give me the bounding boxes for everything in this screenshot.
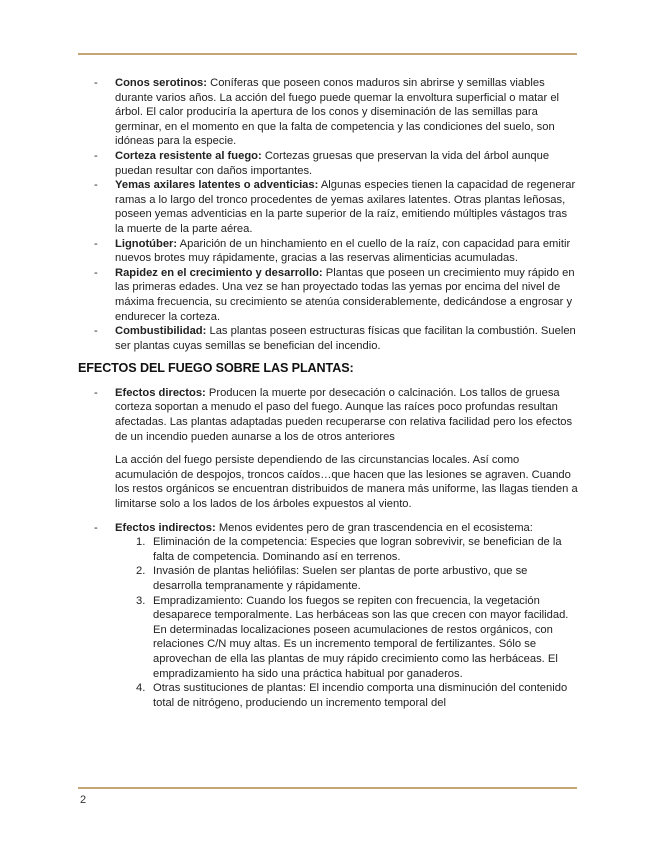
indirect-effects-sublist xyxy=(115,535,578,710)
item-text: Algunas especies tienen la capacidad de regenerar ramas a lo largo del tronco procedentes de yemas axilares latentes. Otras plantas leñosas, poseen yemas adventicias en la parte superior de la raíz, emitiendo múltiples vástagos tras la muerte de la parte aérea. xyxy=(115,179,576,235)
list-item-indirect-effects xyxy=(78,521,578,711)
item-text: Producen la muerte por desecación o calcinación. Los tallos de gruesa corteza soportan a menudo el paso del fuego. Aunque las raíces poco profundas resultan afectadas. Las plantas adaptadas pueden recuperarse con relativa facilidad pero los efectos de un incendio pueden aunarse a los de otros anteriores xyxy=(115,386,573,443)
item-number: 2. xyxy=(136,565,146,578)
item-term: Efectos directos: xyxy=(115,386,206,399)
item-term: Efectos indirectos: xyxy=(115,521,216,534)
list-item xyxy=(78,178,578,236)
list-item xyxy=(78,324,578,353)
item-number: 1. xyxy=(136,536,146,549)
list-item xyxy=(78,149,578,178)
item-text: Aparición de un hinchamiento en el cuello de la raíz, con capacidad para emitir nuevos brotes muy rápidamente, gracias a las reservas alimenticias acumuladas. xyxy=(115,237,571,265)
item-text: Las plantas poseen estructuras físicas que facilitan la combustión. Suelen ser plantas cuyas semillas se benefician del incendio. xyxy=(115,325,576,352)
list-item xyxy=(78,266,578,324)
item-term: Corteza resistente al fuego: xyxy=(115,149,262,162)
effects-list-indirect xyxy=(78,521,578,711)
numbered-item xyxy=(115,594,578,682)
item-text: Otras sustituciones de plantas: El incendio comporta una disminución del contenido total de nitrógeno, produciendo un incremento temporal del xyxy=(153,682,568,709)
list-item xyxy=(78,237,578,266)
item-number: 4. xyxy=(136,682,146,695)
footer-rule xyxy=(78,787,577,789)
item-text: Eliminación de la competencia: Especies que logran sobrevivir, se benefician de la falta de competencia. Dominando así en terrenos. xyxy=(153,536,562,563)
section-heading: EFECTOS DEL FUEGO SOBRE LAS PLANTAS: xyxy=(78,361,354,376)
effects-list xyxy=(78,386,578,444)
item-term: Combustibilidad: xyxy=(115,325,207,338)
item-text: Plantas que poseen un crecimiento muy rápido en las primeras edades. Una vez se han proyectado todas las yemas por encima del nivel de máxima frecuencia, su crecimiento se atenúa considerablemente, dedicándose a engrosar y endurecer la corteza. xyxy=(115,266,575,323)
item-text: Menos evidentes pero de gran trascendencia en el ecosistema: xyxy=(215,521,533,534)
numbered-item xyxy=(115,535,578,564)
item-term: Conos serotinos: xyxy=(115,77,207,89)
item-term: Lignotúber: xyxy=(115,237,178,250)
numbered-item xyxy=(115,681,578,710)
page-number: 2 xyxy=(80,794,87,806)
item-text: Empradizamiento: Cuando los fuegos se repiten con frecuencia, la vegetación desaparece temporalmente. Las herbáceas son las que crecen con mayor facilidad. En determinadas localizaciones poseen acumulaciones de restos orgánicos, con relaciones C/N muy altas. Es un incremento temporal de fertilizantes. Sólo se aprovechan de ella las plantas de muy rápido crecimiento como las herbáceas. El empradizamiento ha sido una práctica habitual por ganaderos. xyxy=(153,594,569,680)
item-term: Yemas axilares latentes o adventicias: xyxy=(115,179,319,192)
direct-effects-paragraph: La acción del fuego persiste dependiendo de las circunstancias locales. Así como acumulación de despojos, troncos caídos…que hacen que las lesiones se agraven. Cuando los restos orgánicos se encuentran distribuidos de manera más uniforme, las llagas tienden a limitarse solo a los lados de los árboles expuestos al viento. xyxy=(115,454,578,511)
item-text: Coníferas que poseen conos maduros sin abrirse y semillas viables durante varios años. La acción del fuego puede quemar la envoltura superficial o matar el árbol. El calor produciría la apertura de los conos y diseminación de las semillas para germinar, en el momento en que la falta de competencia y las condiciones del suelo, son idóneas para la especie. xyxy=(115,77,560,148)
item-text: Invasión de plantas heliófilas: Suelen ser plantas de porte arbustivo, que se desarrolla tempranamente y rápidamente. xyxy=(153,565,528,592)
list-item xyxy=(78,76,578,149)
list-item-direct-effects xyxy=(78,386,578,444)
item-text: Cortezas gruesas que preservan la vida del árbol aunque puedan resultar con daños importantes. xyxy=(115,149,550,177)
numbered-item xyxy=(115,564,578,593)
header-rule xyxy=(78,53,577,55)
page-body xyxy=(78,76,578,710)
item-number: 3. xyxy=(136,594,146,607)
adaptations-list xyxy=(78,76,578,353)
item-term: Rapidez en el crecimiento y desarrollo: xyxy=(115,266,323,279)
